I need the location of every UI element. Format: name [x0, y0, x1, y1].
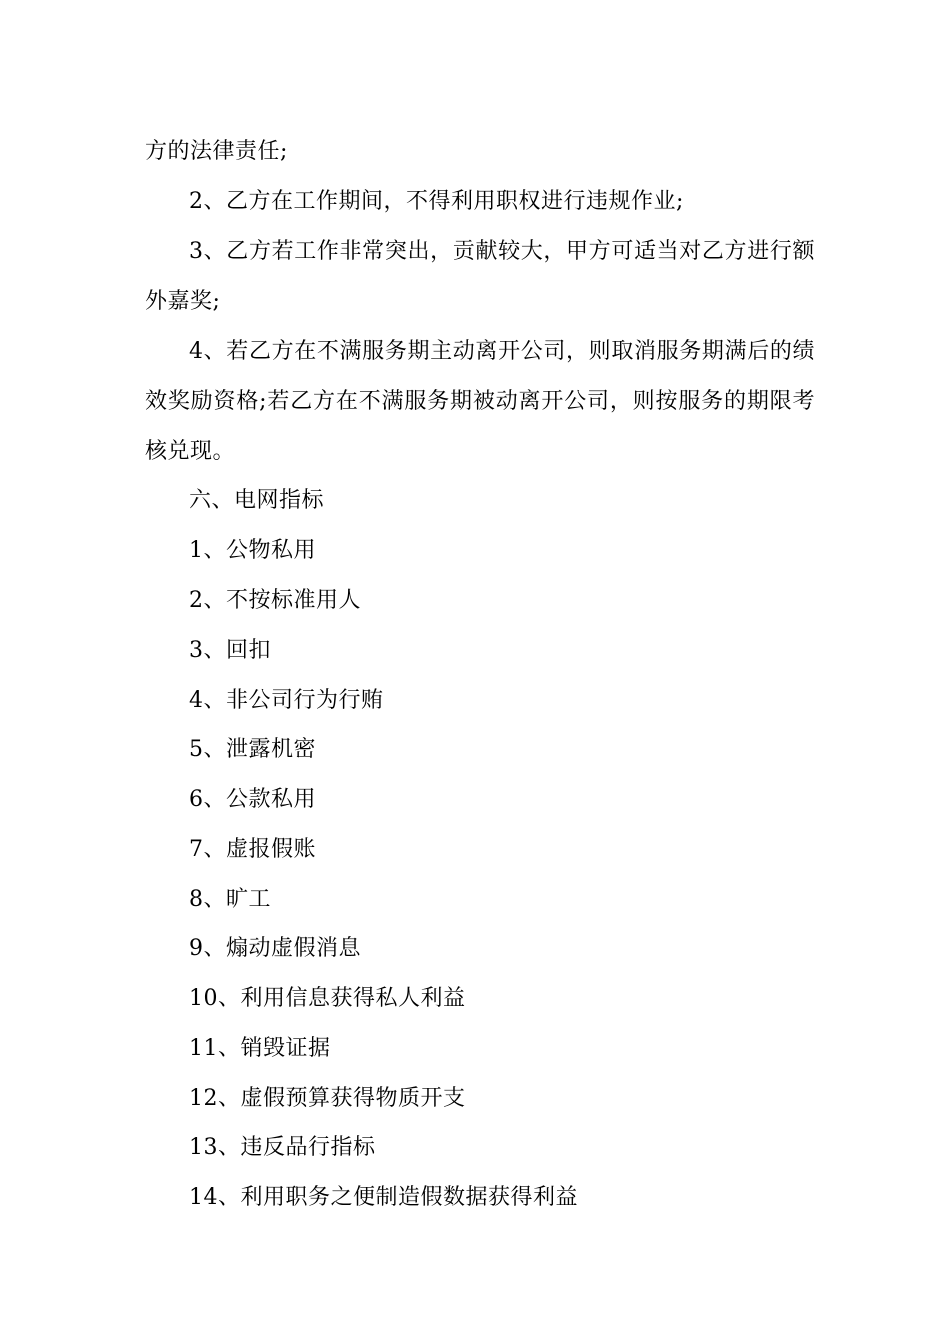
clause-4-line-2: 效奖励资格;若乙方在不满服务期被动离开公司，则按服务的期限考: [145, 389, 815, 414]
list-item: 3、回扣: [189, 638, 271, 663]
list-item: 11、销毁证据: [189, 1036, 331, 1061]
clause-4-line-3: 核兑现。: [145, 439, 236, 464]
paragraph-continuation: 方的法律责任;: [145, 139, 288, 164]
list-item: 13、违反品行指标: [189, 1135, 376, 1160]
section-title: 六、电网指标: [189, 488, 325, 513]
list-item: 4、非公司行为行贿: [189, 688, 384, 713]
list-item: 8、旷工: [189, 887, 271, 912]
clause-3-line-1: 3、乙方若工作非常突出，贡献较大，甲方可适当对乙方进行额: [189, 239, 815, 264]
clause-4-line-1: 4、若乙方在不满服务期主动离开公司，则取消服务期满后的绩: [189, 339, 815, 364]
clause-2: 2、乙方在工作期间，不得利用职权进行违规作业;: [189, 189, 684, 214]
list-item: 2、不按标准用人: [189, 588, 361, 613]
list-item: 5、泄露机密: [189, 737, 316, 762]
list-item: 9、煽动虚假消息: [189, 936, 361, 961]
list-item: 12、虚假预算获得物质开支: [189, 1086, 466, 1111]
list-item: 6、公款私用: [189, 787, 316, 812]
list-item: 7、虚报假账: [189, 837, 316, 862]
list-item: 10、利用信息获得私人利益: [189, 986, 466, 1011]
clause-3-line-2: 外嘉奖;: [145, 289, 221, 314]
list-item: 14、利用职务之便制造假数据获得利益: [189, 1185, 578, 1210]
list-item: 1、公物私用: [189, 538, 316, 563]
